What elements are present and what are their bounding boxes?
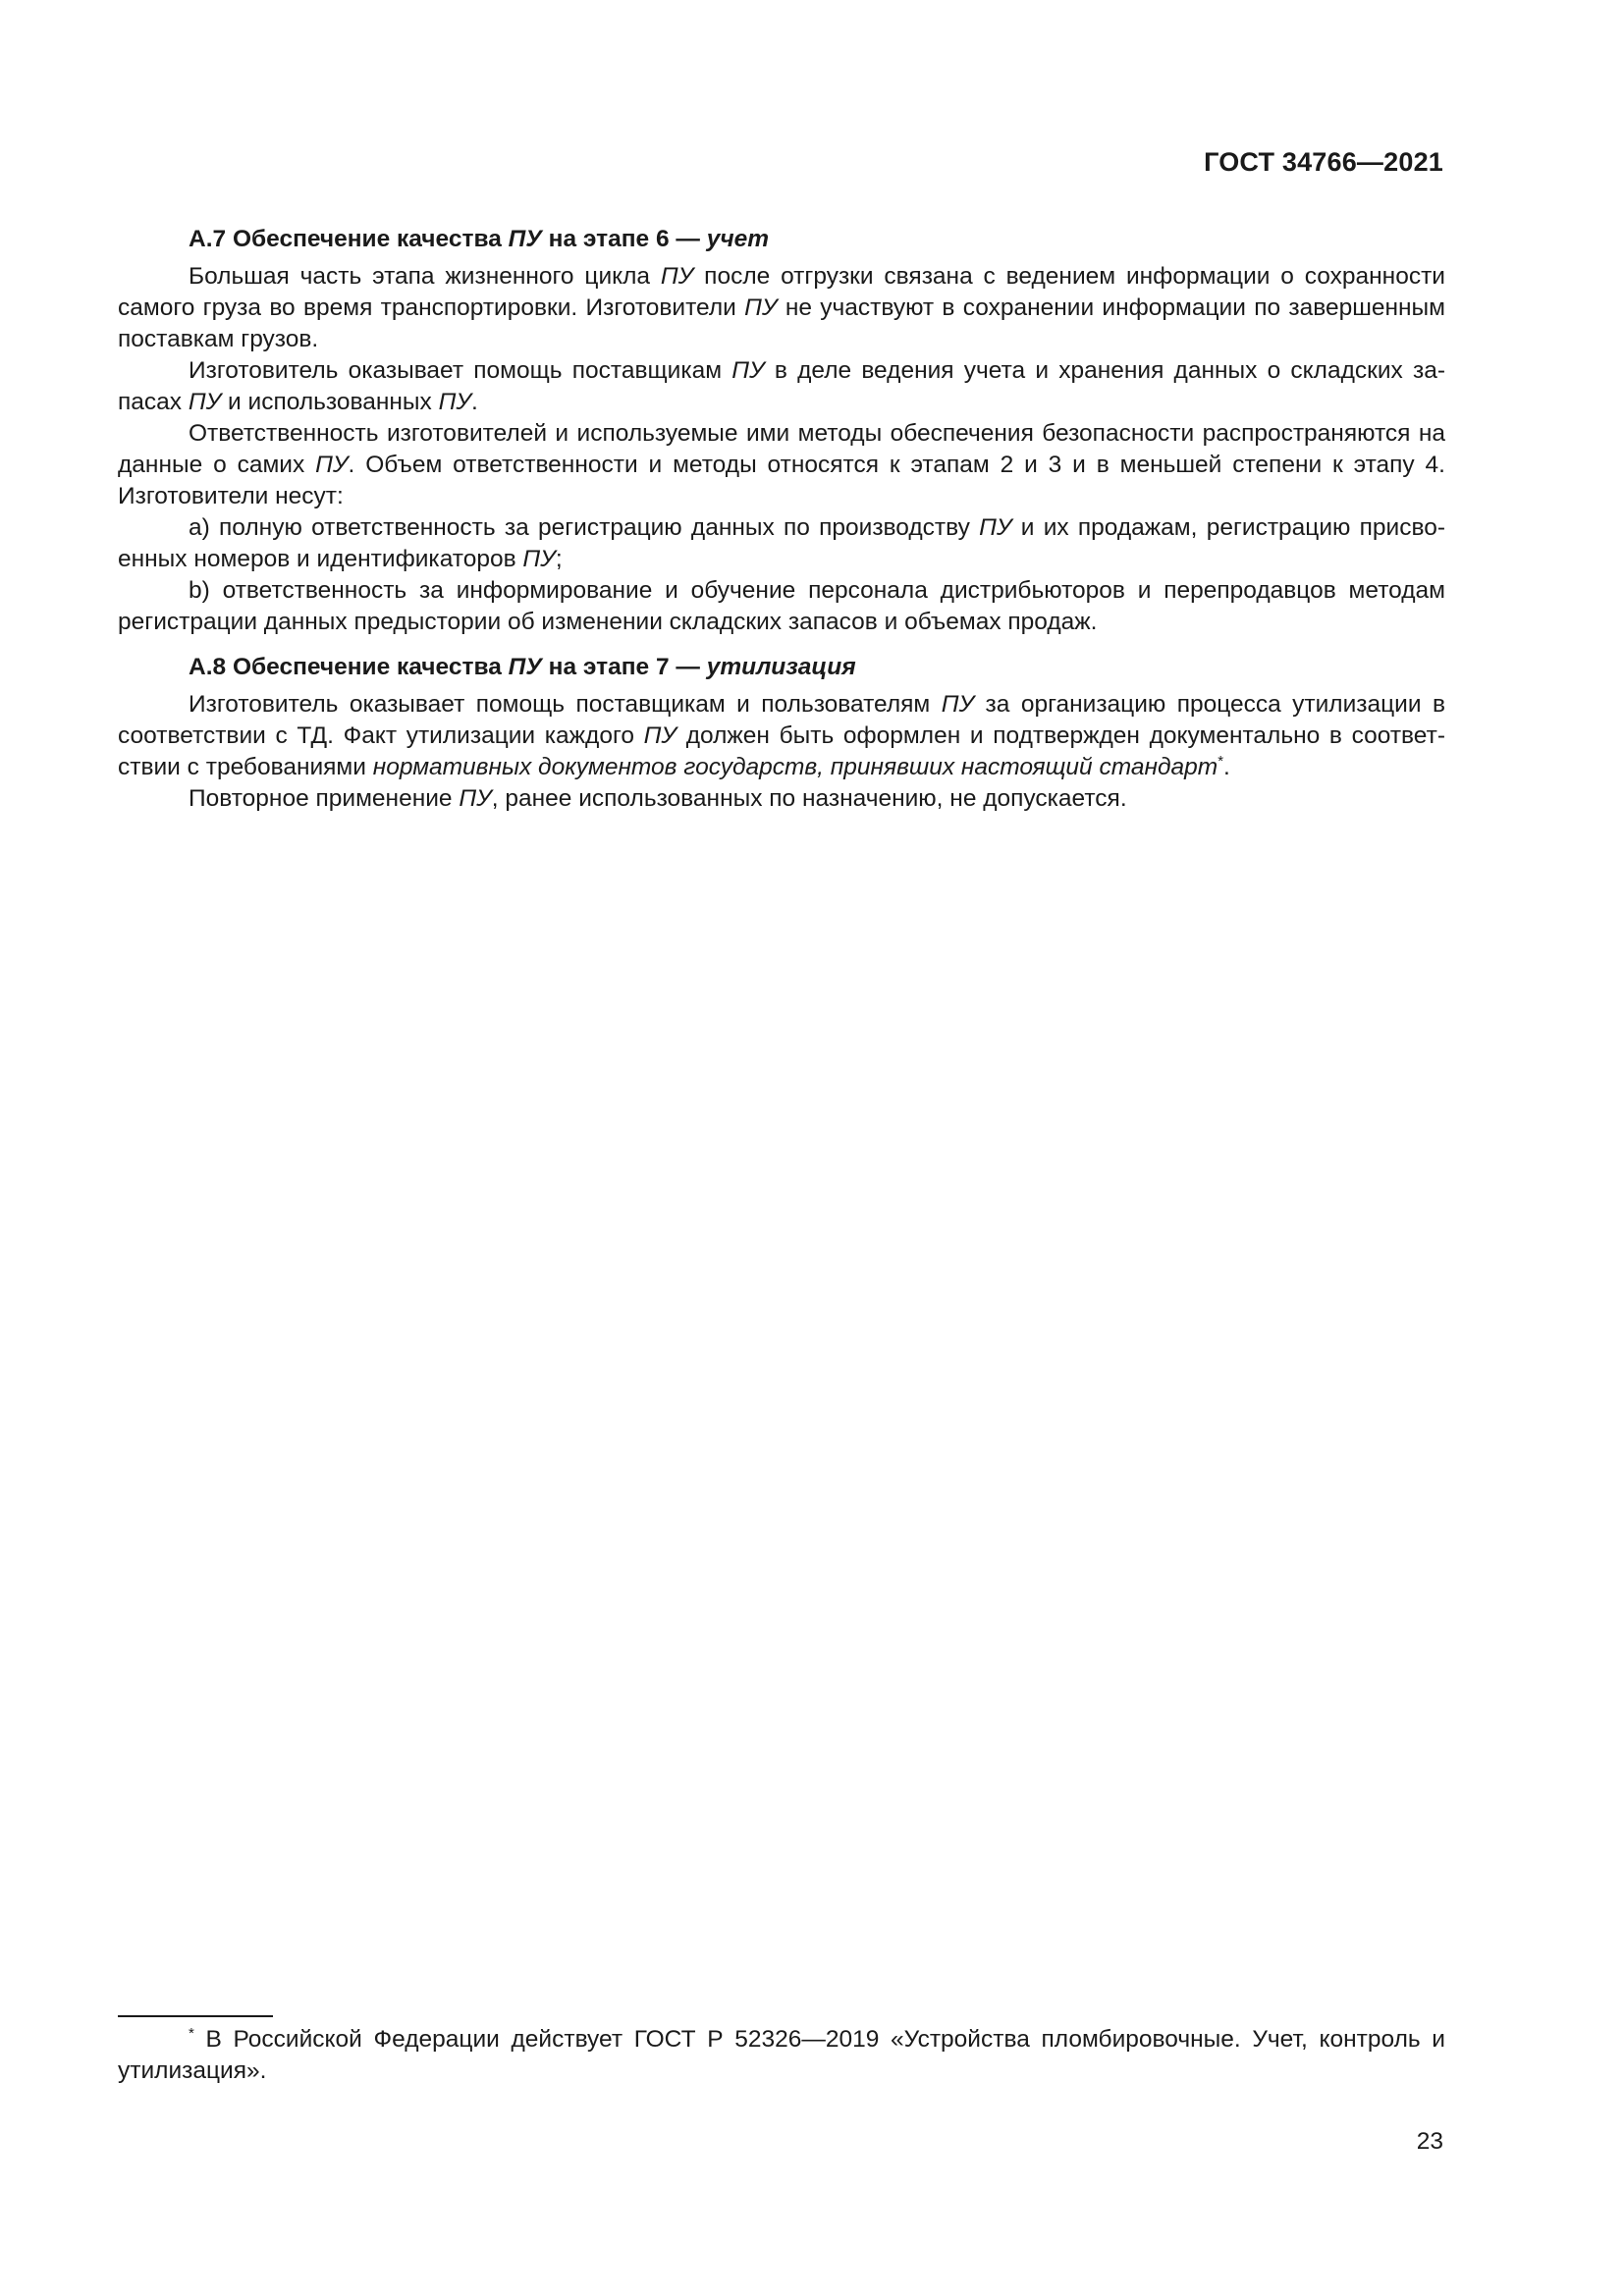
abbrev: ПУ <box>979 514 1012 541</box>
section-number: А.7 <box>189 226 227 252</box>
abbrev: ПУ <box>522 546 556 572</box>
heading-abbrev: ПУ <box>508 226 542 252</box>
footnote-text: В Российской Федерации действует ГОСТ Р 52326—2019 «Устройства пломбировочные. Учет, контроль и утилизация». <box>118 2026 1445 2084</box>
text-run: и использованных <box>221 389 439 415</box>
text-run: после отгрузки связана с ведением информации о сохранности самого груза во время транспортировки. Изготовители <box>118 263 1445 321</box>
text-run: Изготовитель оказывает помощь поставщикам и пользователям <box>189 691 942 718</box>
abbrev: ПУ <box>643 722 677 749</box>
abbrev: ПУ <box>188 389 222 415</box>
text-run: за организацию процесса утилизации в соответствии с ТД. Факт утилизации каждого <box>118 691 1445 749</box>
heading-stage-name: учет <box>706 226 770 252</box>
text-run: Ответственность изготовителей и используемые ими методы обеспечения безопасности распространяются на данные о самих <box>118 420 1445 478</box>
paragraph <box>118 355 1445 418</box>
text-run: в деле ведения учета и хранения данных о складских запасах <box>118 357 1445 415</box>
paragraph <box>118 783 1445 815</box>
heading-text: Обеспечение качества <box>226 654 509 680</box>
paragraph <box>118 261 1445 355</box>
text-run: и их продажам, регистрацию присвоенных номеров и идентификаторов <box>118 514 1445 572</box>
paragraph <box>118 418 1445 512</box>
text-run: . Объем ответственности и методы относятся к этапам 2 и 3 и в меньшей степени к этапу 4. Изготовители несут: <box>118 452 1445 509</box>
text-run: . <box>471 389 478 415</box>
footnote <box>118 2024 1445 2087</box>
heading-text: на этапе 7 — <box>541 654 707 680</box>
normative-docs-phrase: нормативных документов государств, принявших настоящий стандарт <box>372 754 1218 780</box>
text-run: должен быть оформлен и подтвержден документально в соответствии с требованиями <box>118 722 1446 780</box>
section-number: А.8 <box>189 654 227 680</box>
abbrev: ПУ <box>744 294 778 321</box>
page-number: 23 <box>1416 2128 1443 2155</box>
document-code-header: ГОСТ 34766—2021 <box>1204 147 1443 177</box>
text-run: , ранее использованных по назначению, не допускается. <box>491 785 1127 812</box>
heading-abbrev: ПУ <box>508 654 542 680</box>
footnote-marker: * <box>189 2024 194 2042</box>
abbrev: ПУ <box>660 263 694 290</box>
section-heading-a7 <box>118 224 1445 255</box>
text-run: Большая часть этапа жизненного цикла <box>189 263 661 290</box>
text-run: не участвуют в сохранении информации по завершенным поставкам грузов. <box>118 294 1446 352</box>
heading-text: на этапе 6 — <box>541 226 707 252</box>
abbrev: ПУ <box>315 452 349 478</box>
abbrev: ПУ <box>438 389 471 415</box>
footnote-ref-marker: * <box>1218 752 1224 770</box>
text-run: ; <box>555 546 563 572</box>
text-run: Повторное применение <box>189 785 460 812</box>
abbrev: ПУ <box>731 357 765 384</box>
abbrev: ПУ <box>941 691 975 718</box>
footnote-separator <box>118 2015 273 2017</box>
text-run: . <box>1223 754 1230 780</box>
abbrev: ПУ <box>459 785 492 812</box>
text-run: Изготовитель оказывает помощь поставщикам <box>189 357 732 384</box>
heading-stage-name: утилизация <box>706 654 856 680</box>
text-run: b) ответственность за информирование и обучение персонала дистрибьюторов и перепродавцов методам регистрации данных предыстории об изменении складских запасов и объемах продаж. <box>118 577 1445 635</box>
text-run: a) полную ответственность за регистрацию данных по производству <box>189 514 980 541</box>
list-item-b <box>118 575 1445 638</box>
heading-text: Обеспечение качества <box>226 226 509 252</box>
section-heading-a8 <box>118 652 1445 683</box>
paragraph <box>118 689 1445 783</box>
list-item-a <box>118 512 1445 575</box>
document-body <box>118 224 1445 815</box>
